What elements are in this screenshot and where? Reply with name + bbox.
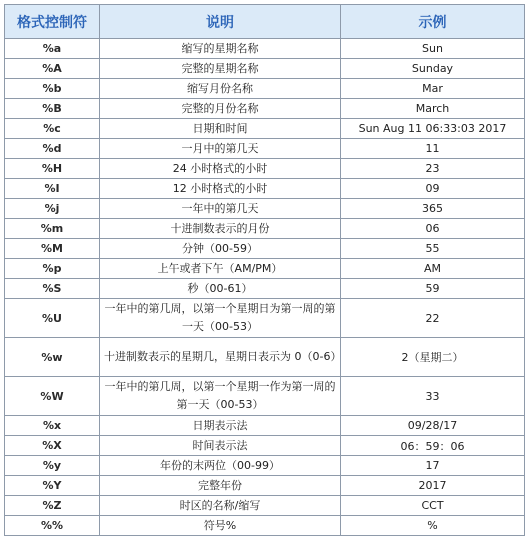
cell-description: 秒（00-61） [100, 279, 341, 299]
cell-code: %% [5, 516, 100, 536]
cell-description: 日期和时间 [100, 119, 341, 139]
cell-example: 11 [341, 139, 525, 159]
table-row [5, 99, 525, 119]
table-row [5, 496, 525, 516]
cell-description: 分钟（00-59） [100, 239, 341, 259]
format-specifier-table-container [4, 4, 524, 536]
cell-code: %U [5, 299, 100, 338]
cell-code: %c [5, 119, 100, 139]
cell-example: 09/28/17 [341, 416, 525, 436]
cell-example: CCT [341, 496, 525, 516]
table-row [5, 476, 525, 496]
cell-description: 时间表示法 [100, 436, 341, 456]
cell-description: 缩写的星期名称 [100, 39, 341, 59]
cell-code: %j [5, 199, 100, 219]
cell-code: %b [5, 79, 100, 99]
cell-example: Sun Aug 11 06:33:03 2017 [341, 119, 525, 139]
table-row [5, 159, 525, 179]
cell-code: %x [5, 416, 100, 436]
cell-description: 年份的末两位（00-99） [100, 456, 341, 476]
cell-description: 12 小时格式的小时 [100, 179, 341, 199]
cell-code: %S [5, 279, 100, 299]
table-row [5, 219, 525, 239]
cell-example: 23 [341, 159, 525, 179]
cell-example: 33 [341, 377, 525, 416]
cell-description: 缩写月份名称 [100, 79, 341, 99]
cell-code: %M [5, 239, 100, 259]
table-row [5, 377, 525, 416]
table-row [5, 436, 525, 456]
cell-code: %p [5, 259, 100, 279]
header-code: 格式控制符 [5, 5, 100, 39]
cell-example: AM [341, 259, 525, 279]
table-row [5, 299, 525, 338]
cell-code: %Y [5, 476, 100, 496]
cell-code: %d [5, 139, 100, 159]
format-specifier-table [4, 4, 525, 536]
cell-code: %A [5, 59, 100, 79]
table-row [5, 59, 525, 79]
table-row [5, 259, 525, 279]
table-row [5, 456, 525, 476]
cell-description: 完整年份 [100, 476, 341, 496]
cell-example: 09 [341, 179, 525, 199]
cell-code: %I [5, 179, 100, 199]
header-description: 说明 [100, 5, 341, 39]
table-header [5, 5, 525, 39]
cell-example: 59 [341, 279, 525, 299]
cell-code: %Z [5, 496, 100, 516]
cell-example: 17 [341, 456, 525, 476]
cell-example: 06 [341, 219, 525, 239]
cell-example: Sun [341, 39, 525, 59]
header-row [5, 5, 525, 39]
table-row [5, 279, 525, 299]
cell-code: %B [5, 99, 100, 119]
cell-code: %y [5, 456, 100, 476]
table-row [5, 39, 525, 59]
table-row [5, 516, 525, 536]
header-example: 示例 [341, 5, 525, 39]
cell-code: %W [5, 377, 100, 416]
cell-description: 一月中的第几天 [100, 139, 341, 159]
cell-description: 一年中的第几周，以第一个星期日为第一周的第一天（00-53） [100, 299, 341, 338]
cell-description: 日期表示法 [100, 416, 341, 436]
cell-description: 完整的月份名称 [100, 99, 341, 119]
table-row [5, 338, 525, 377]
cell-example: Mar [341, 79, 525, 99]
table-body [5, 39, 525, 536]
cell-description: 十进制数表示的星期几，星期日表示为 0（0-6） [100, 338, 341, 377]
cell-example: 365 [341, 199, 525, 219]
cell-code: %m [5, 219, 100, 239]
cell-example: March [341, 99, 525, 119]
cell-description: 十进制数表示的月份 [100, 219, 341, 239]
cell-example: 06：59：06 [341, 436, 525, 456]
cell-example: 2017 [341, 476, 525, 496]
cell-description: 上午或者下午（AM/PM） [100, 259, 341, 279]
table-row [5, 139, 525, 159]
cell-code: %a [5, 39, 100, 59]
cell-code: %X [5, 436, 100, 456]
cell-code: %w [5, 338, 100, 377]
table-row [5, 199, 525, 219]
table-row [5, 179, 525, 199]
cell-example: 55 [341, 239, 525, 259]
cell-example: % [341, 516, 525, 536]
table-row [5, 119, 525, 139]
cell-example: 22 [341, 299, 525, 338]
cell-example: Sunday [341, 59, 525, 79]
cell-description: 一年中的第几周，以第一个星期一作为第一周的第一天（00-53） [100, 377, 341, 416]
cell-description: 符号% [100, 516, 341, 536]
table-row [5, 239, 525, 259]
cell-code: %H [5, 159, 100, 179]
table-row [5, 79, 525, 99]
cell-description: 24 小时格式的小时 [100, 159, 341, 179]
cell-description: 一年中的第几天 [100, 199, 341, 219]
cell-description: 完整的星期名称 [100, 59, 341, 79]
table-row [5, 416, 525, 436]
cell-description: 时区的名称/缩写 [100, 496, 341, 516]
cell-example: 2（星期二） [341, 338, 525, 377]
